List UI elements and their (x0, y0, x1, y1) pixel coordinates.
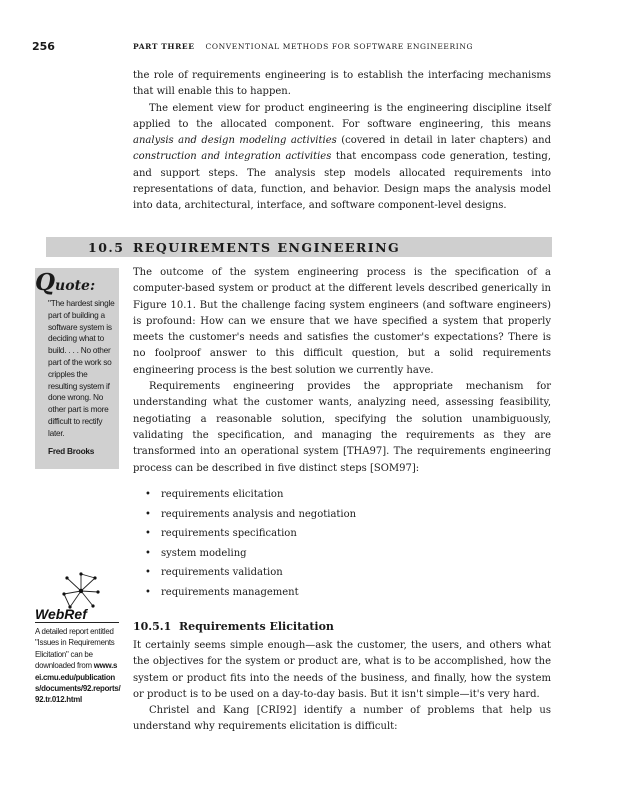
list-item-text: requirements elicitation (161, 489, 284, 500)
list-item-text: requirements management (161, 586, 299, 598)
list-item (133, 563, 551, 583)
list-item (133, 583, 551, 603)
intro-p2-part-a: The element view for product engineering is the engineering discipline itself applied to the allocated component. For software engineering, this means (133, 102, 551, 130)
quote-text: "The hardest single part of building a software system is deciding what to build. . . . No other part of the work so cripples the resulting system if done wrong. No other part is more difficult to rectify later. (48, 298, 115, 438)
running-header-part: PART THREE (133, 42, 195, 51)
webref-label: WebRef (35, 606, 87, 622)
webref-divider (35, 622, 119, 623)
subsection-number: 10.5.1 (133, 620, 172, 633)
list-item-text: requirements specification (161, 528, 297, 540)
bullet-icon: • (145, 567, 151, 579)
intro-p2-emphasis-2: construction and integration activities (133, 151, 332, 163)
subsection-title: Requirements Elicitation (178, 620, 334, 633)
webref-url: www.sei.cmu.edu/publications/documents/92.reports/92.tr.012.html (35, 661, 121, 705)
section-title: REQUIREMENTS ENGINEERING (133, 240, 401, 255)
section-paragraph-2: Requirements engineering provides the appropriate mechanism for understanding what the customer wants, analyzing need, assessing feasibility, negotiating a reasonable solution, specifying the solution unambiguously, validating the specification, and managing the requirements as they are transformed into an operational system [THA97]. The requirements engineering process can be described in five distinct steps [SOM97]: (133, 381, 551, 474)
bullet-icon: • (145, 528, 151, 540)
list-item (133, 505, 551, 525)
list-item-text: system modeling (161, 547, 247, 559)
running-header (133, 42, 473, 51)
webref-network-icon (62, 572, 100, 610)
intro-paragraph-1: the role of requirements engineering is to establish the interfacing mechanisms that will enable this to happen. (133, 70, 551, 98)
quote-heading (35, 269, 95, 296)
list-item-text: requirements validation (161, 567, 283, 579)
subsection-paragraph-2: Christel and Kang [CRI92] identify a number of problems that help us understand why requirements elicitation is difficult: (133, 705, 551, 733)
webref-description: A detailed report entitled "Issues in Requirements Elicitation" can be downloaded from (35, 627, 115, 671)
section-text (133, 265, 551, 477)
intro-p2-part-b: (covered in detail in later chapters) and (336, 135, 552, 147)
quote-author: Fred Brooks (48, 446, 95, 456)
intro-p2-emphasis-1: analysis and design modeling activities (133, 135, 337, 147)
bullet-icon: • (145, 489, 151, 500)
subsection-heading (133, 620, 334, 633)
page-number: 256 (32, 40, 55, 53)
subsection-paragraph-1: It certainly seems simple enough—ask the customer, the users, and others what the objectives for the system or product are, what is to be accomplished, how the system or product fits into the needs of the business, and finally, how the system or product is to be used on a day-to-day basis. But it isn't simple—it's very hard. (133, 640, 551, 700)
intro-paragraph-2 (133, 101, 551, 215)
bullet-icon: • (145, 547, 151, 559)
subsection-text (133, 638, 551, 736)
list-item (133, 524, 551, 544)
steps-list (133, 485, 551, 603)
quote-initial: Q (35, 269, 56, 296)
intro-text (133, 68, 551, 215)
bullet-icon: • (145, 508, 151, 520)
quote-heading-rest: uote: (55, 278, 96, 294)
section-paragraph-1: The outcome of the system engineering process is the specification of a computer-based system or product at the different levels described generically in Figure 10.1. But the challenge facing system engineers (and software engineers) is profound: How can we ensure that we have specified a system that properly meets the customer's needs and satisfies the customer's expectations? There is no foolproof answer to this difficult question, but a solid requirements engineering process is the best solution we currently have. (133, 267, 551, 376)
webref-text (35, 626, 121, 706)
list-item (133, 544, 551, 564)
intro-p2-part-c: that encompass code generation, testing, and support steps. The analysis step models allocated requirements into representations of data, function, and behavior. Design maps the analysis model into data, architectural, interface, and software component-level designs. (133, 151, 551, 212)
list-item-text: requirements analysis and negotiation (161, 508, 357, 520)
list-item (133, 485, 551, 505)
section-number: 10.5 (88, 240, 125, 255)
bullet-icon: • (145, 586, 151, 598)
running-header-title: CONVENTIONAL METHODS FOR SOFTWARE ENGINEERING (205, 42, 474, 51)
